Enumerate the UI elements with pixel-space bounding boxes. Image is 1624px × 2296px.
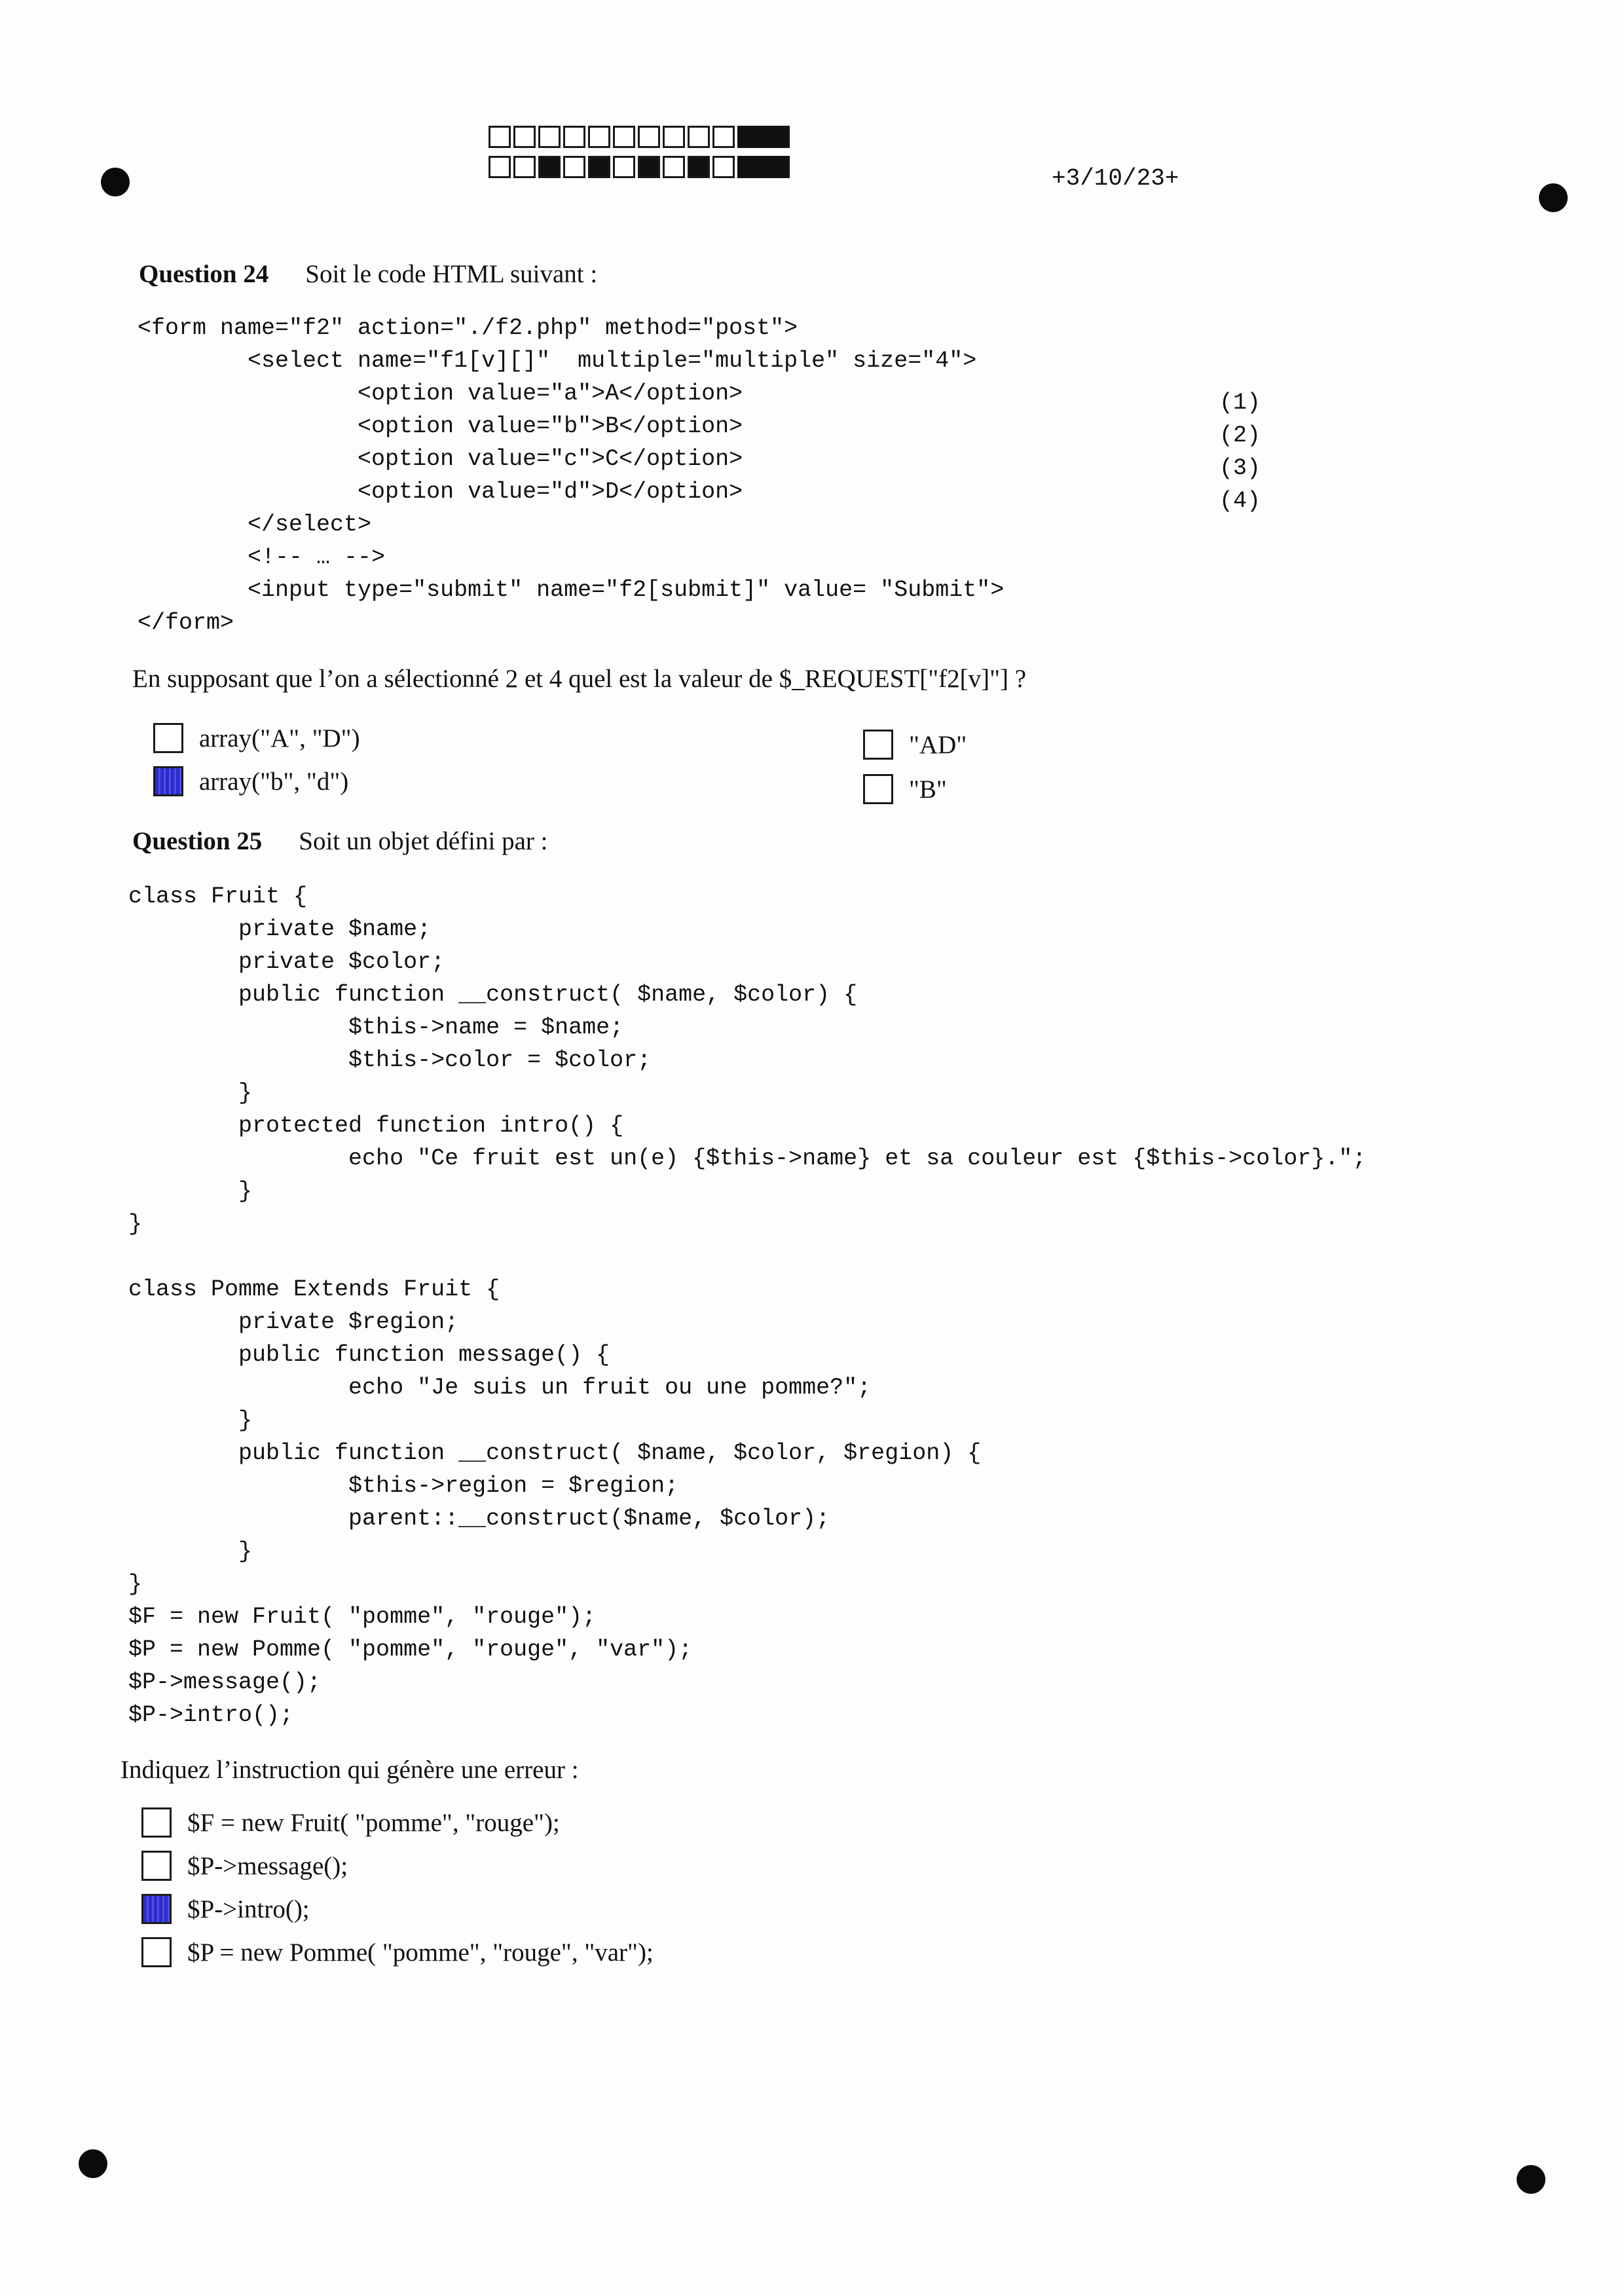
registration-mark-bottom-left: [79, 2149, 107, 2178]
answer-label: array("A", "D"): [199, 724, 360, 752]
q25-answer-3[interactable]: [141, 1894, 310, 1924]
line-number: (3): [1219, 455, 1261, 481]
answer-label: $P = new Pomme( "pomme", "rouge", "var");: [187, 1938, 654, 1967]
line-number: (2): [1219, 422, 1261, 449]
registration-mark-top-left: [101, 168, 130, 196]
question-24-intro: Soit le code HTML suivant :: [305, 260, 598, 288]
question-25-label: Question 25: [132, 827, 263, 855]
line-number: (4): [1219, 488, 1261, 514]
answer-label: $P->message();: [187, 1851, 348, 1880]
checkbox-checked[interactable]: [141, 1894, 172, 1924]
q24-answer-2[interactable]: [153, 766, 348, 796]
question-24-prompt: En supposant que l’on a sélectionné 2 et 4 quel est la valeur de $_REQUEST["f2[v]"] ?: [132, 665, 1027, 693]
q24-answer-1[interactable]: [153, 723, 360, 753]
q25-answer-4[interactable]: [141, 1937, 654, 1967]
question-24-code: <form name="f2" action="./f2.php" method="post"> <select name="f1[v][]" multiple="multiple" size="4"> <option value="a">A</option> <option value="b">B</option> <option value="c">C</option> <option value="d">D</option> </select> <!-- … --> <input type="submit" name="f2[submit]" value= "Submit"> </form>: [138, 315, 1005, 636]
answer-label: "B": [909, 775, 947, 804]
answer-label: $F = new Fruit( "pomme", "rouge");: [187, 1808, 560, 1837]
q25-answer-2[interactable]: [141, 1851, 348, 1881]
question-25-prompt: Indiquez l’instruction qui génère une erreur :: [120, 1756, 579, 1784]
checkbox[interactable]: [863, 730, 893, 760]
q24-answer-4[interactable]: [863, 774, 947, 804]
option-line-numbers: [1219, 386, 1261, 517]
barcode-row-top: [489, 126, 790, 148]
answer-label: "AD": [909, 730, 967, 759]
checkbox[interactable]: [153, 723, 183, 753]
checkbox-checked[interactable]: [153, 766, 183, 796]
question-25-header: [132, 826, 547, 856]
answer-label: $P->intro();: [187, 1895, 310, 1923]
q25-answer-1[interactable]: [141, 1807, 560, 1838]
question-25-code: class Fruit { private $name; private $color; public function __construct( $name, $color) { $this->name = $name; $this->color = $color; } protected function intro() { echo "Ce fruit est un(e) {$this->name} et sa couleur est {$this->color}."; } } class Pomme Extends Fruit { private $region; public function message() { echo "Je suis un fruit ou une pomme?"; } public function __construct( $name, $color, $region) { $this->region = $region; parent::__construct($name, $color); } } $F = new Fruit( "pomme", "rouge"); $P = new Pomme( "pomme", "rouge", "var"); $P->message(); $P->intro();: [128, 883, 1367, 1728]
line-number: (1): [1219, 390, 1261, 416]
question-25-intro: Soit un objet défini par :: [299, 827, 548, 855]
question-24-label: Question 24: [139, 260, 269, 288]
registration-mark-top-right: [1539, 183, 1568, 212]
page-id: +3/10/23+: [1052, 165, 1179, 192]
checkbox[interactable]: [863, 774, 893, 804]
q24-answer-3[interactable]: [863, 730, 967, 760]
barcode-row-bottom: [489, 156, 790, 178]
registration-mark-bottom-right: [1517, 2165, 1545, 2194]
question-24-header: [139, 259, 597, 289]
checkbox[interactable]: [141, 1851, 172, 1881]
checkbox[interactable]: [141, 1937, 172, 1967]
answer-label: array("b", "d"): [199, 767, 349, 796]
checkbox[interactable]: [141, 1807, 172, 1838]
